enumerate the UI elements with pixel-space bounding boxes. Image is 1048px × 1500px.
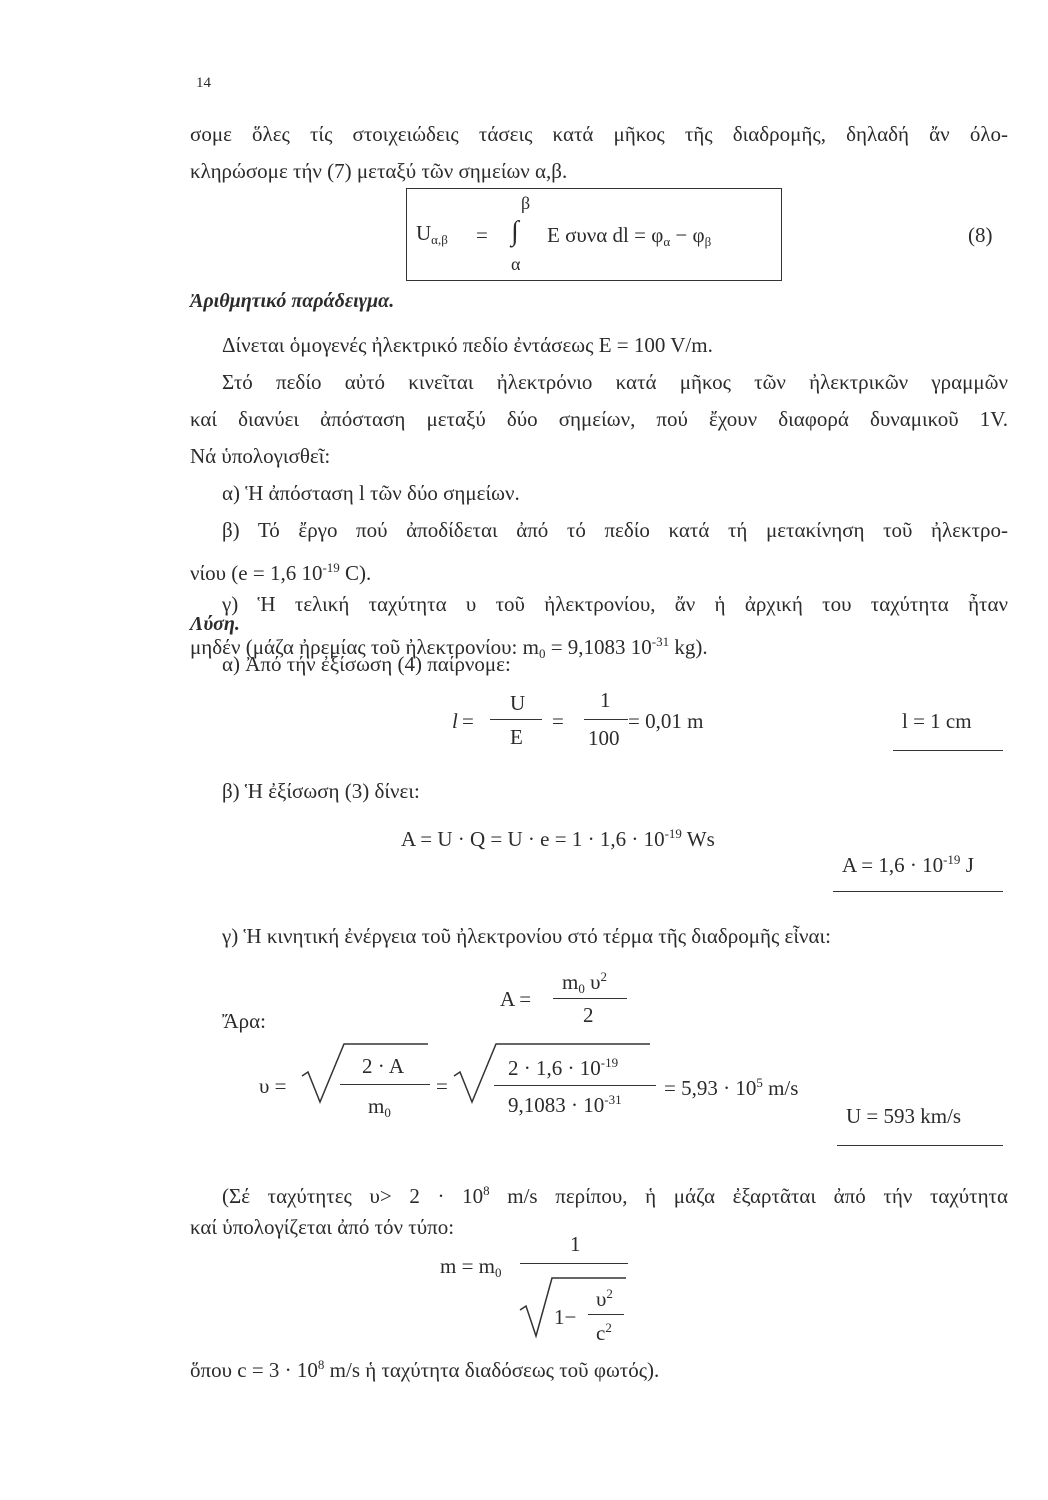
eq-c-v-equals: =: [436, 1074, 448, 1098]
integral-lower-limit: α: [511, 254, 521, 274]
eq-c-v-denominator-2: $9,1083 \cdot 10^{-31}$: [508, 1092, 622, 1117]
eq-a-denominator-1: E: [510, 725, 523, 749]
problem-item-b-1: β) Τό ἔργο πού ἀποδίδεται ἀπό τό πεδίο κατά τή μετακίνηση τοῦ ἠλεκτρο-: [222, 518, 1008, 542]
note-line-1: (Σέ ταχύτητες $\upsilon> 2 \cdot 10^8$ m/s περίπου, ἡ μάζα ἐξαρτᾶται ἀπό τήν ταχύτητα: [222, 1183, 1008, 1208]
eq-c-v-numerator-1: 2 · A: [362, 1054, 404, 1078]
note-paragraph: [190, 1172, 1008, 1246]
solution-c-intro: γ) Ἡ κινητική ἐνέργεια τοῦ ἠλεκτρονίου στό τέρμα τῆς διαδρομῆς εἶναι:: [222, 924, 831, 948]
note-line-2: καί ὑπολογίζεται ἀπό τόν τύπο:: [190, 1215, 455, 1239]
integral-upper-limit: β: [521, 193, 531, 213]
mass-formula-root-term: 1−: [554, 1305, 577, 1329]
page-number: 14: [196, 75, 211, 91]
fraction-bar: [490, 719, 542, 720]
problem-item-b-2: νίου (e = 1,6 $10^{-19}$ C).: [190, 560, 372, 585]
ara-label: Ἄρα:: [222, 1009, 266, 1033]
problem-item-c-1: γ) Ἡ τελική ταχύτητα υ τοῦ ἠλεκτρονίου, ἄν ἡ ἀρχική του ταχύτητα ἦταν: [222, 592, 1008, 616]
mass-formula-inner-denominator: $c^2$: [596, 1320, 612, 1345]
equation-number: (8): [968, 223, 993, 247]
fraction-bar: [584, 719, 628, 720]
eq-b: $A = U \cdot Q = U \cdot e = 1 \cdot 1,6 \cdot 10^{-19}$ Ws: [401, 826, 715, 851]
integral-sign: ∫: [511, 216, 519, 247]
problem-line-2: Στό πεδίο αὐτό κινεῖται ἠλεκτρόνιο κατά μῆκος τῶν ἠλεκτρικῶν γραμμῶν: [222, 370, 1008, 394]
solution-heading: Λύση.: [190, 613, 240, 635]
note-line-3: ὅπου $c = 3 \cdot 10^8$ m/s ἡ ταχύτητα διαδόσεως τοῦ φωτός).: [190, 1357, 660, 1382]
eq-c-v-result: = $5,93 \cdot 10^5$ m/s: [664, 1075, 799, 1100]
equation-lhs: $U_{\alpha,\beta}$: [416, 221, 448, 247]
answer-underline: [837, 1145, 1003, 1146]
eq-a-numerator-2: 1: [600, 688, 611, 712]
answer-c: U = 593 km/s: [846, 1104, 962, 1128]
intro-line-2: κληρώσομε τήν (7) μεταξύ τῶν σημείων α,β.: [190, 159, 568, 183]
equation-equals: =: [476, 223, 488, 247]
eq-a-result: = 0,01 m: [628, 709, 704, 733]
intro-paragraph: [190, 116, 1008, 190]
fraction-bar: [340, 1084, 430, 1085]
eq-a-equals-2: =: [552, 709, 564, 733]
problem-item-a: α) Ἡ ἀπόσταση l τῶν δύο σημείων.: [222, 481, 520, 505]
eq-c-v-denominator-1: $m_0$: [368, 1094, 391, 1120]
fraction-bar: [494, 1085, 656, 1086]
eq-c-kin-lhs: A =: [500, 987, 532, 1011]
fraction-bar: [520, 1263, 628, 1264]
mass-formula-inner-numerator: $\upsilon^2$: [596, 1286, 613, 1311]
eq-c-kin-denominator: 2: [583, 1003, 594, 1027]
problem-line-1: Δίνεται ὁμογενές ἠλεκτρικό πεδίο ἐντάσεως E = 100 V/m.: [222, 333, 713, 357]
problem-line-4: Νά ὑπολογισθεῖ:: [190, 444, 331, 468]
problem-line-3: καί διανύει ἀπόσταση μεταξύ δύο σημείων, πού ἔχουν διαφορά δυναμικοῦ 1V.: [190, 407, 1008, 431]
answer-a: l = 1 cm: [902, 709, 972, 733]
equation-rhs: E συνα dl = $\varphi_\alpha - \varphi_\beta$: [547, 223, 712, 249]
mass-formula-lhs: $m = m_0$: [440, 1254, 502, 1280]
eq-c-v-lhs: υ =: [259, 1074, 287, 1098]
mass-formula-numerator: 1: [570, 1232, 581, 1256]
eq-a-denominator-2: 100: [588, 726, 620, 750]
eq-c-kin-numerator: $m_0$ $\upsilon^2$: [562, 969, 607, 996]
note-closing: [190, 1346, 1008, 1383]
intro-line-1: σομε ὅλες τίς στοιχειώδεις τάσεις κατά μῆκος τῆς διαδρομῆς, δηλαδή ἄν όλο-: [190, 122, 1008, 146]
answer-b: $A = 1,6 \cdot 10^{-19}$ J: [842, 852, 974, 877]
answer-underline: [833, 891, 1003, 892]
fraction-bar: [553, 998, 627, 999]
example-heading: Ἀριθμητικό παράδειγμα.: [190, 290, 395, 312]
eq-a-l: l: [452, 709, 458, 733]
solution-b-intro: β) Ἡ ἐξίσωση (3) δίνει:: [222, 779, 420, 803]
fraction-bar: [588, 1314, 624, 1315]
eq-a-equals-1: =: [462, 709, 474, 733]
answer-underline: [893, 750, 1003, 751]
problem-paragraph: [190, 327, 1008, 660]
eq-c-v-numerator-2: $2 \cdot 1,6 \cdot 10^{-19}$: [508, 1055, 619, 1080]
problem-item-c-2: μηδέν (μάζα ἠρεμίας τοῦ ἠλεκτρονίου: $m_0 = 9,1083$ $10^{-31}$ kg).: [190, 634, 708, 661]
solution-a-intro: α) Ἀπό τήν ἐξίσωση (4) παίρνομε:: [222, 652, 511, 676]
eq-a-numerator-1: U: [510, 691, 526, 715]
